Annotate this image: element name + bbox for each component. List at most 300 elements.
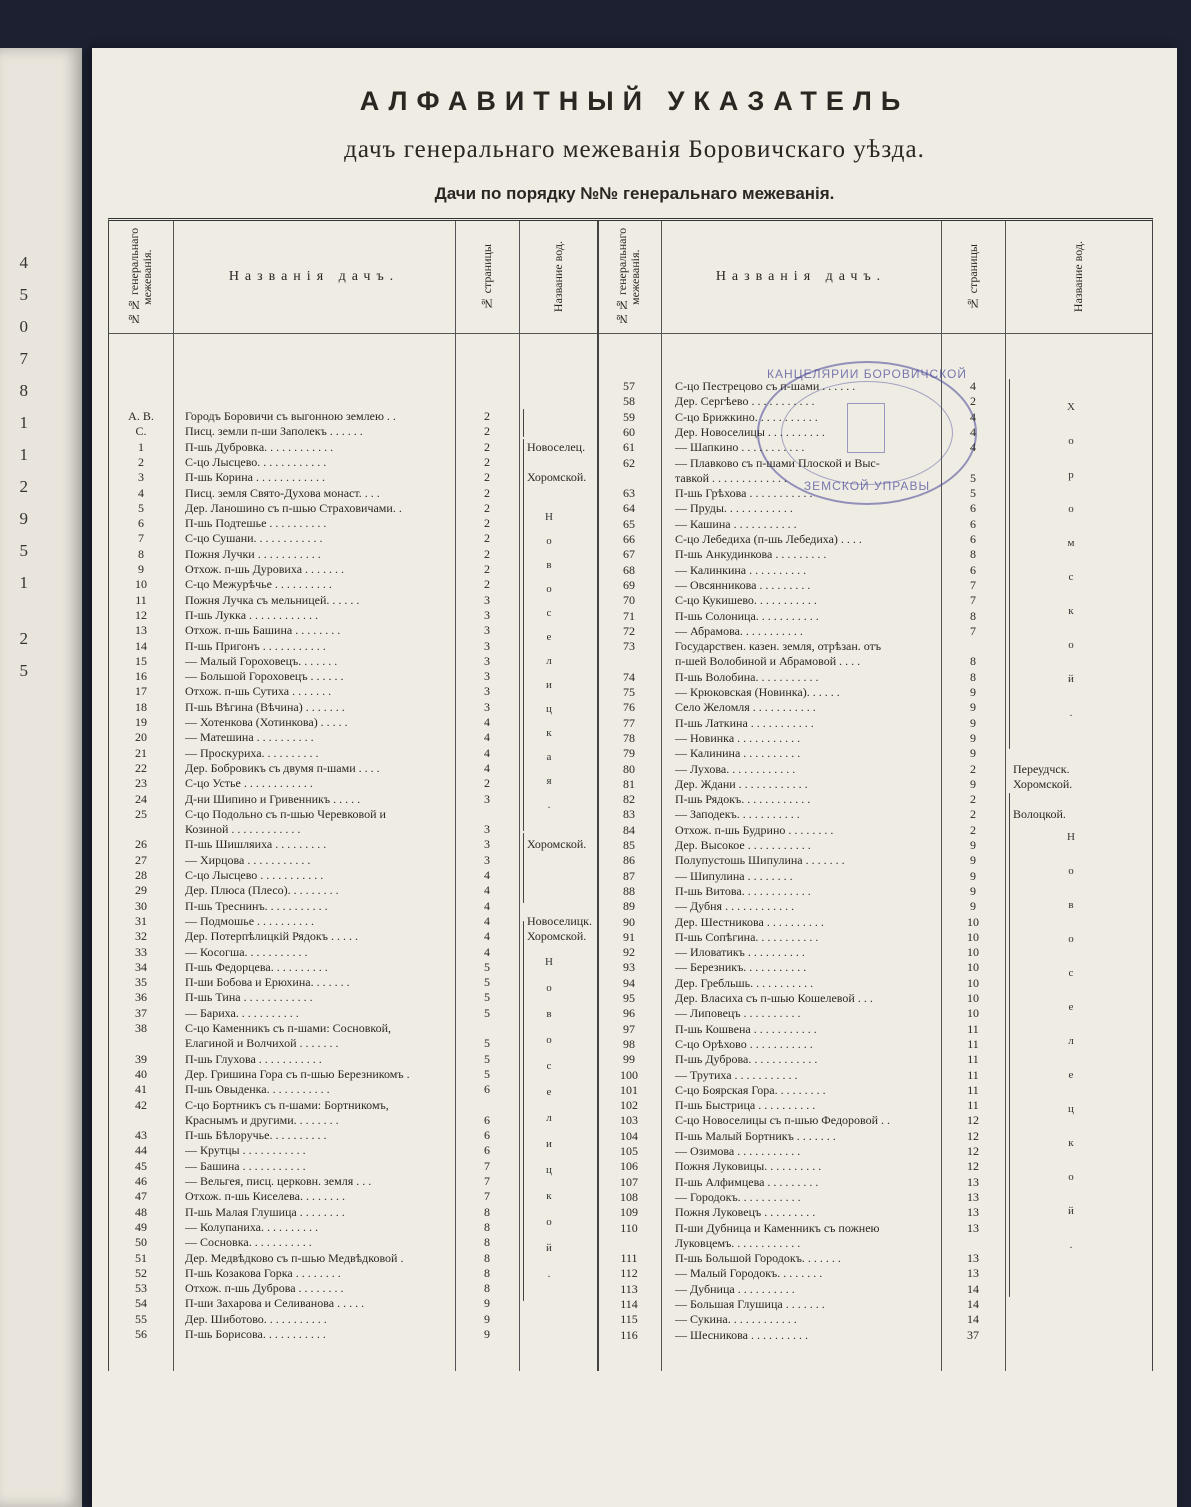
row-page: 4	[484, 883, 490, 898]
row-name: П-шь Подтешье . . . . . . . . . .	[185, 516, 327, 531]
water-name: Переудчск.	[1013, 761, 1070, 776]
row-name: С-цо Орѣхово . . . . . . . . . . .	[675, 1036, 813, 1051]
row-name: Дер. Гришина Гора съ п-шью Березникомъ .	[185, 1066, 410, 1081]
table-row	[109, 670, 1152, 685]
row-number: 21	[135, 745, 147, 760]
table-row	[109, 547, 1152, 562]
row-page: 4	[970, 440, 976, 455]
row-page: 9	[970, 883, 976, 898]
row-name: — Шапкино . . . . . . . . . . .	[675, 440, 805, 455]
row-number: 99	[623, 1052, 635, 1067]
row-name: п-шей Волобиной и Абрамовой . . . .	[675, 654, 861, 669]
row-number: 28	[135, 868, 147, 882]
row-number: 62	[623, 455, 635, 470]
row-page: 9	[970, 685, 976, 699]
row-number: 72	[623, 623, 635, 638]
table-row	[109, 1037, 1152, 1052]
prev-page-number: 1	[19, 413, 28, 432]
brace	[1009, 379, 1010, 749]
row-name: П-шь Дубровка. . . . . . . . . . . .	[185, 439, 334, 454]
row-page: 9	[970, 700, 976, 715]
row-name: П-шь Сопѣгина. . . . . . . . . . .	[675, 929, 819, 944]
table-row	[109, 976, 1152, 991]
row-number: 7	[138, 531, 144, 546]
row-page: 3	[484, 653, 490, 668]
row-page: 9	[970, 730, 976, 745]
row-page: 4	[484, 760, 490, 775]
row-page: 14	[967, 1281, 979, 1296]
row-page: 10	[967, 1006, 979, 1021]
page-subtitle: дачъ генеральнаго межеванія Боровичскаго уѣзда.	[344, 136, 925, 163]
vertical-letter: .	[1069, 707, 1073, 719]
row-number: 98	[623, 1036, 635, 1051]
row-page: 3	[484, 852, 490, 867]
row-name: — Большая Глушица . . . . . . .	[675, 1297, 825, 1311]
row-name: С-цо Пестрецово съ п-шами . . . . . .	[675, 379, 856, 393]
row-page: 2	[484, 424, 490, 439]
row-name: П-шь Тина . . . . . . . . . . . .	[185, 990, 313, 1005]
row-page: 6	[970, 562, 976, 577]
vertical-letter: е	[1068, 1069, 1074, 1081]
water-name: Новоселицк.	[527, 913, 593, 928]
row-name: Отхож. п-шь Дуровиха . . . . . . .	[185, 562, 345, 576]
row-number: 17	[135, 684, 147, 699]
water-name: Хоромской.	[527, 470, 587, 485]
row-number: 108	[620, 1189, 638, 1204]
table-row	[109, 1052, 1152, 1067]
row-page: 7	[970, 593, 976, 608]
row-name: П-ши Бобова и Ерюхина. . . . . . .	[185, 975, 350, 990]
table-row	[109, 654, 1152, 669]
row-name: Козиной . . . . . . . . . . . .	[185, 822, 301, 837]
row-page: 5	[970, 486, 976, 501]
row-name: — Косогша. . . . . . . . . . .	[185, 944, 308, 959]
vertical-letter: о	[1068, 639, 1074, 651]
row-number: 113	[620, 1281, 638, 1296]
table-row	[109, 456, 1152, 471]
table-row	[109, 1221, 1152, 1236]
row-page: 14	[967, 1312, 979, 1327]
row-name: Дер. Шестникова . . . . . . . . . .	[675, 914, 824, 929]
header-num-left: №№ генеральнаго межеванія.	[127, 227, 154, 327]
row-name: П-шь Бѣлоручье. . . . . . . . . .	[185, 1128, 327, 1143]
vertical-letter: л	[1068, 1035, 1074, 1047]
row-name: Пожня Луковецъ . . . . . . . . .	[675, 1205, 816, 1220]
row-name: — Малый Гороховецъ. . . . . . .	[185, 653, 338, 668]
row-number: 52	[135, 1265, 147, 1280]
row-page: 3	[484, 791, 490, 806]
vertical-letter: ц	[546, 703, 552, 715]
row-name: — Дубница . . . . . . . . . .	[675, 1281, 795, 1296]
vertical-letter: в	[546, 559, 552, 571]
brace	[523, 409, 524, 437]
row-number: 93	[623, 960, 635, 975]
row-name: — Колупаниха. . . . . . . . . .	[185, 1219, 318, 1234]
row-number: 77	[623, 715, 635, 730]
row-page: 10	[967, 929, 979, 944]
row-number: 102	[620, 1098, 638, 1113]
table-row	[109, 578, 1152, 593]
table-row	[109, 762, 1152, 777]
row-name: П-шь Треснинъ. . . . . . . . . . .	[185, 898, 328, 913]
vertical-letter: о	[1068, 1171, 1074, 1183]
row-page: 2	[484, 485, 490, 500]
row-page: 13	[967, 1189, 979, 1204]
row-number: 87	[623, 868, 635, 883]
water-name: Новоселец.	[527, 439, 586, 454]
row-page: 5	[484, 975, 490, 990]
row-number: 54	[135, 1296, 147, 1311]
row-name: — Новинка . . . . . . . . . . .	[675, 730, 801, 745]
table-row	[109, 1297, 1152, 1312]
row-number: 3	[138, 470, 144, 485]
vertical-letter: ц	[1068, 1103, 1074, 1115]
row-name: — Сукина. . . . . . . . . . . .	[675, 1312, 797, 1327]
row-page: 37	[967, 1327, 979, 1342]
prev-page-number: 2	[19, 477, 28, 496]
water-name: Хоромской.	[1013, 776, 1073, 791]
page-title: АЛФАВИТНЫЙ УКАЗАТЕЛЬ	[359, 86, 910, 116]
header-name-right: Названія дачъ.	[715, 269, 887, 284]
row-name: П-шь Алфимцева . . . . . . . . .	[675, 1174, 819, 1189]
row-page: 8	[970, 669, 976, 684]
vertical-letter: е	[546, 631, 552, 643]
row-number: 4	[138, 485, 144, 500]
row-number: 22	[135, 760, 147, 775]
row-number: 109	[620, 1205, 638, 1220]
row-name: П-шь Грѣхова . . . . . . . . . . .	[675, 486, 813, 501]
row-number: 115	[620, 1312, 638, 1327]
row-number: 16	[135, 669, 147, 684]
row-page: 9	[970, 868, 976, 883]
table-row	[109, 471, 1152, 486]
row-name: — Липовецъ . . . . . . . . . .	[675, 1006, 801, 1021]
prev-page-number: 4	[19, 253, 28, 272]
vertical-letter: о	[1068, 435, 1074, 447]
row-page: 13	[967, 1266, 979, 1281]
brace	[523, 439, 524, 831]
row-number: 57	[623, 379, 635, 393]
row-number: 43	[135, 1128, 147, 1143]
row-name: Дер. Сергѣево . . . . . . . . . . .	[675, 394, 815, 409]
row-page: 3	[484, 592, 490, 607]
row-name: П-шь Солоница. . . . . . . . . . .	[675, 608, 819, 623]
row-number: 96	[623, 1006, 635, 1021]
table-row	[109, 1266, 1152, 1281]
row-number: 32	[135, 929, 147, 944]
row-name: П-шь Рядокъ. . . . . . . . . . . .	[675, 792, 811, 807]
row-name: Дер. Власиха съ п-шью Кошелевой . . .	[675, 991, 873, 1005]
row-page: 11	[967, 1021, 979, 1036]
row-name: С-цо Устье . . . . . . . . . . . .	[185, 776, 313, 791]
row-page: 2	[484, 562, 490, 576]
header-name-left: Названія дачъ.	[228, 269, 400, 284]
prev-page-number: 9	[19, 509, 28, 528]
water-name: Волоцкой.	[1013, 807, 1066, 822]
row-name: Дер. Гребльшь. . . . . . . . . . .	[675, 975, 814, 990]
vertical-letter: с	[546, 607, 552, 619]
water-name: Хоромской.	[527, 929, 587, 944]
row-number: 74	[623, 669, 635, 684]
row-number: 75	[623, 685, 635, 699]
water-name: Хоромской.	[527, 837, 587, 852]
row-number: 40	[135, 1066, 147, 1081]
row-name: — Большой Гороховецъ . . . . . .	[185, 669, 344, 684]
row-number: 90	[623, 914, 635, 929]
row-name: — Трутиха . . . . . . . . . . .	[675, 1067, 798, 1082]
row-name: П-шь Федорцева. . . . . . . . . .	[185, 959, 328, 974]
row-number: 55	[135, 1311, 147, 1326]
vertical-water-label-left-1	[545, 511, 553, 823]
vertical-letter: е	[1068, 1001, 1074, 1013]
row-number: 8	[138, 546, 144, 561]
document-page	[92, 48, 1177, 1507]
row-name: П-шь Малый Бортникъ . . . . . . .	[675, 1128, 836, 1143]
row-number: 107	[620, 1174, 638, 1189]
row-page: 2	[484, 454, 490, 469]
row-number: 30	[135, 898, 147, 913]
header-page-right: № страницы	[965, 243, 980, 311]
row-page: 13	[967, 1174, 979, 1189]
vertical-letter: е	[546, 1086, 552, 1098]
table-row	[109, 915, 1152, 930]
row-name: Дер. Плюса (Плесо). . . . . . . . .	[185, 883, 339, 898]
row-page: 8	[484, 1250, 490, 1265]
row-name: Городъ Боровичи съ выгонною землею . .	[185, 409, 396, 423]
row-number: 97	[623, 1021, 635, 1036]
vertical-letter: Н	[1067, 831, 1075, 843]
row-number: С.	[135, 424, 147, 439]
row-number: 65	[623, 516, 635, 531]
vertical-letter: Н	[545, 511, 553, 523]
table-row	[109, 685, 1152, 700]
row-number: 76	[623, 700, 635, 715]
row-name: С-цо Лысцево . . . . . . . . . . .	[185, 868, 324, 882]
row-number: 81	[623, 776, 635, 791]
row-page: 5	[484, 1036, 490, 1051]
row-page: 2	[970, 792, 976, 807]
row-number: 48	[135, 1204, 147, 1219]
row-page: 5	[484, 1066, 490, 1081]
table-row	[109, 700, 1152, 715]
table-row	[109, 746, 1152, 761]
row-name: — Заподекъ. . . . . . . . . . .	[675, 807, 800, 822]
vertical-letter: о	[1068, 933, 1074, 945]
row-number: 110	[620, 1220, 638, 1235]
vertical-letter: и	[546, 1138, 552, 1150]
row-name: — Абрамова. . . . . . . . . . .	[675, 623, 803, 638]
row-page: 5	[484, 1005, 490, 1020]
row-name: Отхож. п-шь Киселева. . . . . . . .	[185, 1189, 345, 1204]
row-number: 85	[623, 838, 635, 852]
row-name: Дер. Медвѣдково съ п-шью Медвѣдковой .	[185, 1250, 404, 1265]
row-number: 60	[623, 424, 635, 439]
stamp-text-top: КАНЦЕЛЯРИИ БОРОВИЧСКОЙ	[767, 367, 967, 381]
vertical-letter: л	[546, 1112, 552, 1124]
row-name: Отхож. п-шь Дуброва . . . . . . . .	[185, 1281, 344, 1296]
row-name: — Лухова. . . . . . . . . . . .	[675, 761, 796, 776]
table-row	[109, 563, 1152, 578]
table-row	[109, 884, 1152, 899]
row-number: 61	[623, 440, 635, 455]
row-name: С-цо Бортникъ съ п-шами: Бортникомъ,	[185, 1097, 389, 1112]
row-name: Писц. земли п-ши Заполекъ . . . . . .	[185, 424, 363, 439]
row-number: 19	[135, 715, 147, 729]
row-name: С-цо Подольно съ п-шью Черевковой и	[185, 806, 386, 821]
row-page: 8	[970, 547, 976, 562]
row-page: 9	[970, 715, 976, 730]
table-row	[109, 1328, 1152, 1343]
row-name: Дер. Новоселицы . . . . . . . . . .	[675, 424, 825, 439]
row-page: 2	[970, 807, 976, 822]
row-page: 10	[967, 991, 979, 1005]
row-number: 104	[620, 1128, 638, 1143]
row-name: — Матешина . . . . . . . . . .	[185, 730, 314, 745]
row-page: 4	[484, 944, 490, 959]
table-row	[109, 838, 1152, 853]
vertical-letter: й	[1068, 1205, 1074, 1217]
row-number: 101	[620, 1082, 638, 1097]
table-row	[109, 991, 1152, 1006]
row-number: 24	[135, 791, 147, 806]
table-row	[109, 1312, 1152, 1327]
table-row	[109, 1113, 1152, 1128]
row-page: 2	[484, 546, 490, 561]
prev-page-number: 1	[19, 445, 28, 464]
row-number: 18	[135, 699, 147, 714]
row-page: 9	[970, 899, 976, 914]
row-number: 37	[135, 1005, 147, 1020]
row-name: Елагиной и Волчихой . . . . . . .	[185, 1036, 339, 1051]
row-name: — Башина . . . . . . . . . . .	[185, 1158, 306, 1173]
page-subsubtitle: Дачи по порядку №№ генеральнаго межеванія.	[434, 184, 835, 203]
table-row	[109, 792, 1152, 807]
row-name: — Озимова . . . . . . . . . . .	[675, 1144, 801, 1158]
row-page: 7	[484, 1189, 490, 1204]
row-name: — Шесникова . . . . . . . . . .	[675, 1327, 808, 1342]
row-number: 42	[135, 1097, 147, 1112]
row-name: — Березникъ. . . . . . . . . . .	[675, 960, 807, 975]
row-page: 4	[484, 745, 490, 760]
row-name: — Кашина . . . . . . . . . . .	[675, 516, 797, 531]
row-name: Пожня Луковицы. . . . . . . . . .	[675, 1159, 822, 1174]
row-number: 44	[135, 1143, 147, 1158]
row-name: Писц. земля Свято-Духова монаст. . . .	[185, 485, 380, 500]
row-page: 4	[484, 929, 490, 944]
row-name: Отхож. п-шь Башина . . . . . . . .	[185, 623, 341, 638]
row-page: 2	[970, 761, 976, 776]
row-name: П-шь Борисова. . . . . . . . . . .	[185, 1327, 326, 1341]
row-page: 2	[970, 822, 976, 837]
row-number: 88	[623, 883, 635, 898]
row-number: 14	[135, 638, 147, 653]
prev-page-number: 8	[19, 381, 28, 400]
row-page: 13	[967, 1205, 979, 1220]
table-row	[109, 777, 1152, 792]
row-number: 67	[623, 547, 635, 562]
row-number: 5	[138, 500, 144, 515]
prev-page-number: 0	[19, 317, 28, 336]
row-number: 84	[623, 822, 635, 837]
row-number: 15	[135, 653, 147, 668]
row-number: 26	[135, 837, 147, 852]
row-page: 5	[970, 470, 976, 485]
row-name: Государствен. казен. земля, отрѣзан. отъ	[675, 639, 882, 654]
table-row	[109, 379, 1152, 394]
row-number: 27	[135, 852, 147, 867]
row-name: — Бариха. . . . . . . . . . .	[185, 1005, 299, 1020]
table-row	[109, 869, 1152, 884]
table-row	[109, 639, 1152, 654]
vertical-letter: й	[546, 1242, 552, 1254]
row-page: 4	[484, 730, 490, 745]
row-name: — Шипулина . . . . . . . .	[675, 868, 793, 883]
row-number: 92	[623, 945, 635, 960]
vertical-letter: о	[546, 1216, 552, 1228]
table-row	[109, 1083, 1152, 1098]
row-page: 10	[967, 914, 979, 929]
row-name: Отхож. п-шь Будрино . . . . . . . .	[675, 822, 834, 837]
row-page: 2	[484, 409, 490, 423]
row-number: 39	[135, 1051, 147, 1066]
vertical-letter: и	[546, 679, 552, 691]
row-page: 9	[970, 746, 976, 761]
row-page: 9	[970, 776, 976, 791]
row-number: 10	[135, 577, 147, 592]
row-number: 70	[623, 593, 635, 608]
row-page: 8	[484, 1219, 490, 1234]
vertical-letter: с	[546, 1060, 552, 1072]
row-number: 53	[135, 1281, 147, 1296]
row-name: Полупустошь Шипулина . . . . . . .	[675, 853, 845, 868]
prev-page-number: 7	[19, 349, 28, 368]
row-number: 34	[135, 959, 147, 974]
table-row	[109, 1190, 1152, 1205]
header-water-left: Название вод.	[550, 241, 565, 313]
vertical-letter: й	[1068, 673, 1074, 685]
row-page: 2	[484, 470, 490, 485]
row-number: А. В.	[128, 409, 154, 423]
vertical-water-label-right-1	[1067, 401, 1075, 741]
table-row	[109, 593, 1152, 608]
row-number: 78	[623, 730, 635, 745]
vertical-letter: Х	[1067, 401, 1075, 413]
row-name: С-цо Межурѣчье . . . . . . . . . .	[185, 577, 332, 592]
index-table	[108, 218, 1153, 1371]
header-num-right: №№ генеральнаго межеванія.	[615, 227, 642, 327]
table-row	[109, 1236, 1152, 1251]
row-page: 5	[484, 959, 490, 974]
table-row	[109, 1282, 1152, 1297]
vertical-letter: к	[1068, 1137, 1074, 1149]
row-page: 3	[484, 684, 490, 699]
table-row	[109, 945, 1152, 960]
row-page: 10	[967, 945, 979, 960]
vertical-letter: р	[1068, 469, 1074, 481]
row-page: 4	[484, 868, 490, 882]
brace	[523, 921, 524, 1301]
row-page: 8	[484, 1204, 490, 1219]
row-name: — Крюковская (Новинка). . . . . .	[675, 685, 840, 699]
table-row	[109, 410, 1152, 425]
row-page: 8	[484, 1235, 490, 1250]
table-row	[109, 731, 1152, 746]
row-name: — Сосновка. . . . . . . . . . .	[185, 1235, 312, 1250]
row-name: С-цо Сушани. . . . . . . . . . . .	[185, 531, 323, 546]
row-name: С-цо Кукишево. . . . . . . . . . .	[675, 593, 817, 608]
row-name: Дер. Бобровикъ съ двумя п-шами . . . .	[185, 760, 380, 775]
row-page: 6	[484, 1128, 490, 1143]
